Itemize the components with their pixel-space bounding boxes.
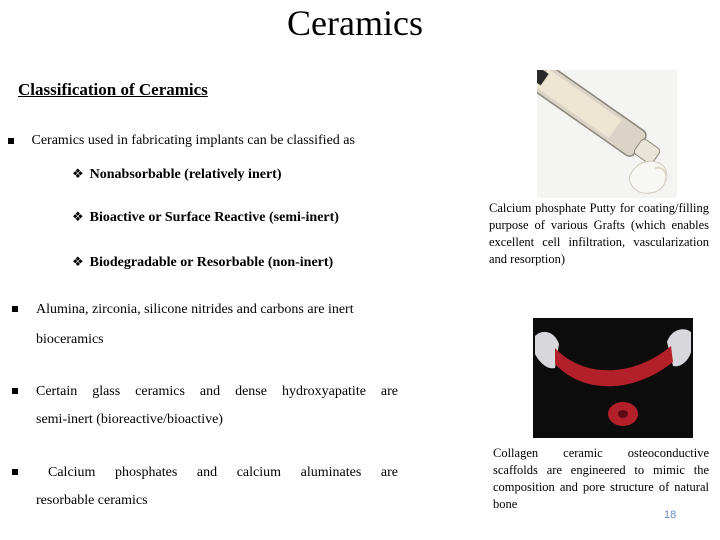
page-number: 18 <box>664 509 677 521</box>
section-subtitle: Classification of Ceramics <box>18 80 208 99</box>
slide-title: Ceramics <box>287 3 423 43</box>
diamond-bullet-icon: ❖ <box>72 167 84 182</box>
intro-bullet <box>8 133 355 149</box>
type-item-bioactive: ❖ Bioactive or Surface Reactive (semi-inert) <box>72 210 339 225</box>
diamond-bullet-icon: ❖ <box>72 210 84 225</box>
resorbable-bullet: Calcium phosphates and calcium aluminates are resorbable ceramics <box>12 464 398 510</box>
square-bullet-icon <box>8 138 14 144</box>
type-item-nonabsorbable: ❖ Nonabsorbable (relatively inert) <box>72 167 282 182</box>
semi-inert-bullet: Certain glass ceramics and dense hydroxyapatite are semi-inert (bioreactive/bioactive) <box>12 383 398 429</box>
inert-bullet: Alumina, zirconia, silicone nitrides and carbons are inert bioceramics <box>12 301 402 349</box>
putty-syringe-image <box>537 70 677 198</box>
putty-caption: Calcium phosphate Putty for coating/filling purpose of various Grafts (which enables excellent cell infiltration, vascularization and resorption) <box>489 201 709 266</box>
square-bullet-icon <box>12 388 18 394</box>
type-item-biodegradable: ❖ Biodegradable or Resorbable (non-inert) <box>72 255 334 270</box>
scaffold-caption: Collagen ceramic osteoconductive scaffolds are engineered to mimic the composition and pore structure of natural bone <box>493 446 709 511</box>
intro-text: Ceramics used in fabricating implants can be classified as <box>31 133 355 148</box>
square-bullet-icon <box>12 306 18 312</box>
collagen-scaffold-image <box>533 318 693 438</box>
diamond-bullet-icon: ❖ <box>72 255 84 270</box>
square-bullet-icon <box>12 469 18 475</box>
